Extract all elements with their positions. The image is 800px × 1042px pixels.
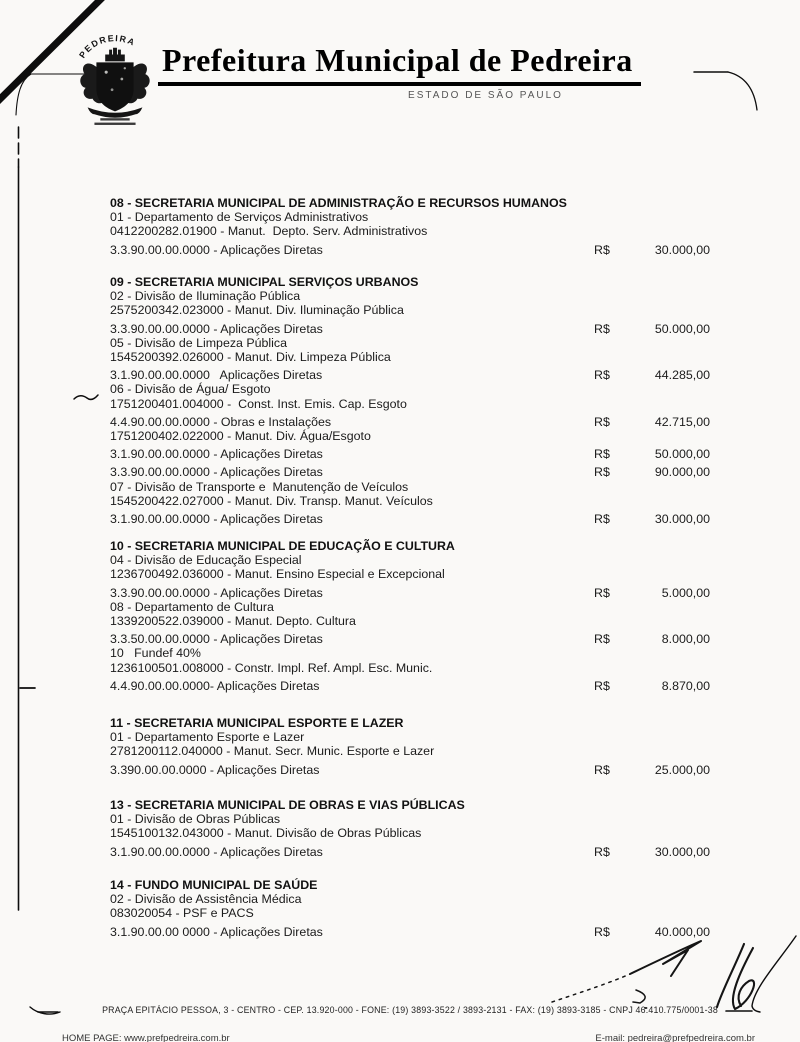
pedreira-coat-of-arms-logo bbox=[66, 33, 164, 127]
currency-label: R$ bbox=[594, 465, 610, 480]
currency-label: R$ bbox=[594, 512, 610, 527]
budget-line-text: 1339200522.039000 - Manut. Depto. Cultura bbox=[110, 614, 356, 629]
amount-value: 8.000,00 bbox=[661, 632, 710, 647]
budget-line bbox=[110, 465, 710, 479]
budget-line bbox=[110, 845, 710, 859]
budget-line-text: 2575200342.023000 - Manut. Div. Iluminação Pública bbox=[110, 303, 404, 318]
budget-line-text: 3.3.90.00.00.0000 - Aplicações Diretas bbox=[110, 242, 323, 257]
currency-label: R$ bbox=[594, 321, 610, 336]
currency-label: R$ bbox=[594, 447, 610, 462]
budget-line bbox=[110, 480, 710, 494]
currency-label: R$ bbox=[594, 368, 610, 383]
budget-section bbox=[110, 716, 710, 777]
budget-line bbox=[110, 350, 710, 364]
budget-line bbox=[110, 368, 710, 382]
budget-line-text: 1545100132.043000 - Manut. Divisão de Obras Públicas bbox=[110, 826, 422, 841]
budget-section bbox=[110, 798, 710, 859]
budget-line bbox=[110, 289, 710, 303]
amount-value: 30.000,00 bbox=[654, 512, 710, 527]
page-title: Prefeitura Municipal de Pedreira bbox=[158, 42, 641, 86]
budget-line-text: 07 - Divisão de Transporte e Manutenção de Veículos bbox=[110, 479, 409, 494]
budget-line-text: 083020054 - PSF e PACS bbox=[110, 906, 254, 921]
budget-line bbox=[110, 632, 710, 646]
budget-line-text: 04 - Divisão de Educação Especial bbox=[110, 553, 302, 568]
currency-label: R$ bbox=[594, 585, 610, 600]
budget-line-text: 4.4.90.00.00.0000- Aplicações Diretas bbox=[110, 678, 320, 693]
budget-line bbox=[110, 661, 710, 675]
amount-value: 8.870,00 bbox=[661, 678, 710, 693]
budget-line bbox=[110, 336, 710, 350]
logo-arc-text: PEDREIRA bbox=[77, 33, 138, 60]
budget-line-text: 02 - Divisão de Iluminação Pública bbox=[110, 289, 301, 304]
budget-line-text: 3.1.90.00.00.0000 - Aplicações Diretas bbox=[110, 447, 323, 462]
budget-line-text: 4.4.90.00.00.0000 - Obras e Instalações bbox=[110, 414, 332, 429]
amount-value: 30.000,00 bbox=[654, 844, 710, 859]
page-subtitle: ESTADO DE SÃO PAULO bbox=[408, 90, 563, 101]
currency-label: R$ bbox=[594, 844, 610, 859]
budget-line-text: 05 - Divisão de Limpeza Pública bbox=[110, 335, 288, 350]
budget-section bbox=[110, 878, 710, 939]
budget-section bbox=[110, 539, 710, 693]
budget-line-text: 3.1.90.00.00.0000 Aplicações Diretas bbox=[110, 368, 323, 383]
amount-value: 90.000,00 bbox=[654, 465, 710, 480]
footer-homepage: HOME PAGE: www.prefpedreira.com.br bbox=[62, 1033, 230, 1042]
budget-line bbox=[110, 600, 710, 614]
amount-value: 44.285,00 bbox=[654, 368, 710, 383]
budget-line-text: 06 - Divisão de Água/ Esgoto bbox=[110, 382, 271, 397]
budget-line bbox=[110, 382, 710, 396]
amount-value: 30.000,00 bbox=[654, 242, 710, 257]
section-title: 09 - SECRETARIA MUNICIPAL SERVIÇOS URBANOS bbox=[110, 275, 419, 289]
currency-label: R$ bbox=[594, 678, 610, 693]
budget-line bbox=[110, 730, 710, 744]
currency-label: R$ bbox=[594, 242, 610, 257]
budget-line bbox=[110, 210, 710, 224]
budget-line-text: 0412200282.01900 - Manut. Depto. Serv. Administrativos bbox=[110, 224, 428, 239]
budget-line bbox=[110, 614, 710, 628]
amount-value: 50.000,00 bbox=[654, 321, 710, 336]
budget-line-text: 1751200401.004000 - Const. Inst. Emis. Cap. Esgoto bbox=[110, 396, 407, 411]
budget-line bbox=[110, 303, 710, 317]
section-title: 10 - SECRETARIA MUNICIPAL DE EDUCAÇÃO E CULTURA bbox=[110, 539, 455, 553]
budget-line-text: 3.3.90.00.00.0000 - Aplicações Diretas bbox=[110, 465, 323, 480]
budget-line-text: 3.3.90.00.00.0000 - Aplicações Diretas bbox=[110, 321, 323, 336]
budget-line-text: 3.3.50.00.00.0000 - Aplicações Diretas bbox=[110, 632, 323, 647]
section-title: 13 - SECRETARIA MUNICIPAL DE OBRAS E VIAS PÚBLICAS bbox=[110, 798, 465, 812]
budget-line-text: 1545200392.026000 - Manut. Div. Limpeza Pública bbox=[110, 350, 391, 365]
budget-line bbox=[110, 586, 710, 600]
budget-line-text: 3.3.90.00.00.0000 - Aplicações Diretas bbox=[110, 585, 323, 600]
budget-line bbox=[110, 429, 710, 443]
currency-label: R$ bbox=[594, 762, 610, 777]
budget-line-text: 02 - Divisão de Assistência Médica bbox=[110, 892, 302, 907]
budget-line bbox=[110, 567, 710, 581]
budget-line bbox=[110, 812, 710, 826]
budget-line-text: 10 Fundef 40% bbox=[110, 646, 201, 661]
budget-line bbox=[110, 243, 710, 257]
amount-value: 50.000,00 bbox=[654, 447, 710, 462]
amount-value: 5.000,00 bbox=[661, 585, 710, 600]
budget-line-text: 01 - Divisão de Obras Públicas bbox=[110, 812, 281, 827]
amount-value: 25.000,00 bbox=[654, 762, 710, 777]
budget-line-text: 1545200422.027000 - Manut. Div. Transp. Manut. Veículos bbox=[110, 493, 433, 508]
budget-line bbox=[110, 447, 710, 461]
section-title: 11 - SECRETARIA MUNICIPAL ESPORTE E LAZER bbox=[110, 716, 404, 730]
budget-line bbox=[110, 679, 710, 693]
budget-line-text: 2781200112.040000 - Manut. Secr. Munic. Esporte e Lazer bbox=[110, 744, 435, 759]
budget-line bbox=[110, 925, 710, 939]
budget-line-text: 3.390.00.00.0000 - Aplicações Diretas bbox=[110, 762, 320, 777]
section-title: 08 - SECRETARIA MUNICIPAL DE ADMINISTRAÇÃO E RECURSOS HUMANOS bbox=[110, 196, 567, 210]
currency-label: R$ bbox=[594, 414, 610, 429]
budget-line bbox=[110, 763, 710, 777]
footer-email: E-mail: pedreira@prefpedreira.com.br bbox=[595, 1033, 755, 1042]
budget-line bbox=[110, 224, 710, 238]
budget-line-text: 3.1.90.00.00.0000 - Aplicações Diretas bbox=[110, 512, 323, 527]
budget-line bbox=[110, 512, 710, 526]
document-header bbox=[158, 42, 703, 101]
budget-line bbox=[110, 892, 710, 906]
budget-line bbox=[110, 494, 710, 508]
budget-line bbox=[110, 826, 710, 840]
currency-label: R$ bbox=[594, 924, 610, 939]
budget-line bbox=[110, 415, 710, 429]
budget-line bbox=[110, 553, 710, 567]
budget-line-text: 01 - Departamento de Serviços Administrativos bbox=[110, 210, 369, 225]
budget-section bbox=[110, 275, 710, 526]
budget-line-text: 3.1.90.00.00.0000 - Aplicações Diretas bbox=[110, 844, 323, 859]
budget-line-text: 1236700492.036000 - Manut. Ensino Especial e Excepcional bbox=[110, 567, 445, 582]
budget-section bbox=[110, 196, 710, 257]
budget-line bbox=[110, 906, 710, 920]
budget-line-text: 01 - Departamento Esporte e Lazer bbox=[110, 730, 305, 745]
footer-address-line: PRAÇA EPITÁCIO PESSOA, 3 - CENTRO - CEP. 13.920-000 - FONE: (19) 3893-3522 / 3893-2131 - FAX: (19) 3893-3185 - CNPJ 46.410.775/0001-38 bbox=[102, 1005, 718, 1015]
budget-line bbox=[110, 397, 710, 411]
currency-label: R$ bbox=[594, 632, 610, 647]
amount-value: 42.715,00 bbox=[654, 414, 710, 429]
budget-line-text: 3.1.90.00.00 0000 - Aplicações Diretas bbox=[110, 924, 323, 939]
budget-line-text: 08 - Departamento de Cultura bbox=[110, 599, 274, 614]
section-title: 14 - FUNDO MUNICIPAL DE SAÚDE bbox=[110, 878, 318, 892]
amount-value: 40.000,00 bbox=[654, 924, 710, 939]
budget-line-text: 1751200402.022000 - Manut. Div. Água/Esgoto bbox=[110, 429, 371, 444]
budget-line bbox=[110, 744, 710, 758]
footer-links-row bbox=[62, 1033, 755, 1042]
budget-line bbox=[110, 322, 710, 336]
budget-line-text: 1236100501.008000 - Constr. Impl. Ref. Ampl. Esc. Munic. bbox=[110, 660, 433, 675]
budget-line bbox=[110, 646, 710, 660]
